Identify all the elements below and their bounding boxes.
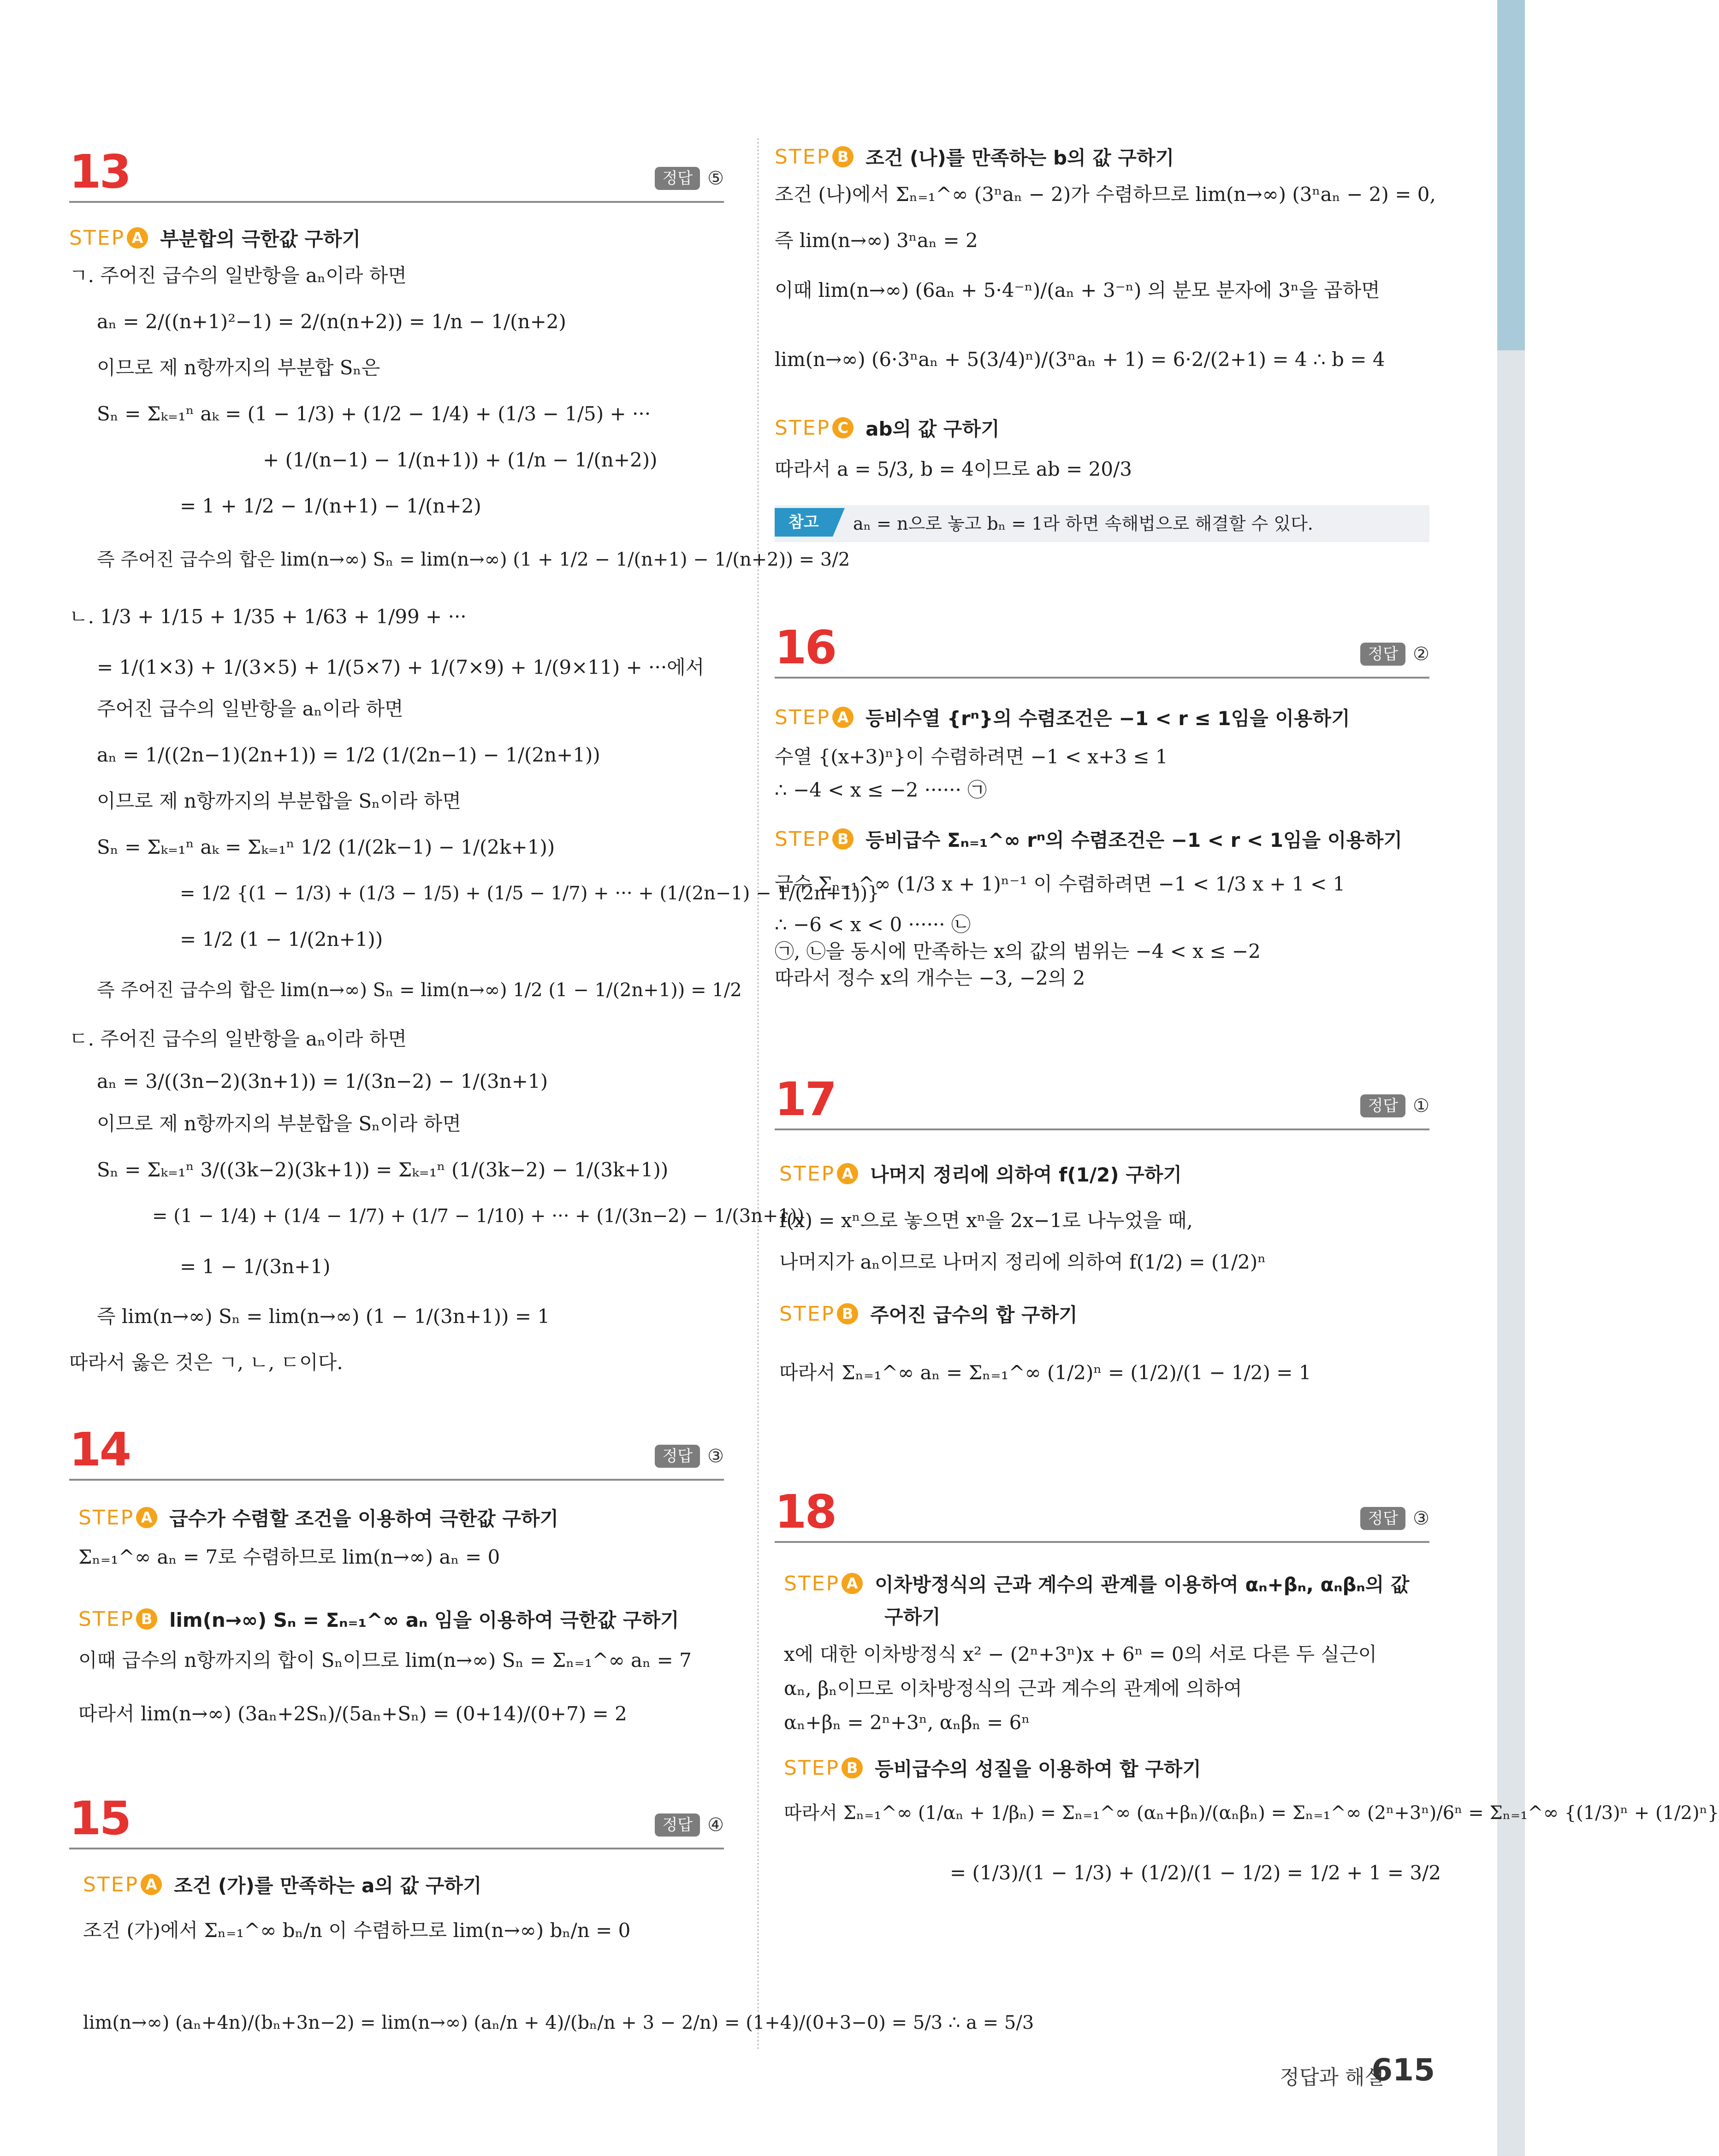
- step-title: 등비급수 Σₙ₌₁^∞ rⁿ의 수렴조건은 −1 < r < 1임을 이용하기: [865, 829, 1403, 851]
- step-letter: A: [832, 707, 854, 728]
- solution-line: = 1/(1×3) + 1/(3×5) + 1/(5×7) + 1/(7×9) + 1/(9×11) + ···에서: [97, 656, 705, 679]
- solution-line: 즉 lim(n→∞) Sₙ = lim(n→∞) (1 − 1/(3n+1)) = 1: [97, 1305, 550, 1328]
- solution-line: 즉 주어진 급수의 합은 lim(n→∞) Sₙ = lim(n→∞) (1 + 1/2 − 1/(n+1) − 1/(n+2)) = 3/2: [97, 549, 850, 570]
- step-label: STEP: [784, 1756, 840, 1780]
- column-divider: [757, 138, 759, 2051]
- solution-line: 급수 Σₙ₌₁^∞ (1/3 x + 1)ⁿ⁻¹ 이 수렴하려면 −1 < 1/3 x + 1 < 1: [775, 873, 1346, 895]
- solution-line: ㄱ. 주어진 급수의 일반항을 aₙ이라 하면: [69, 264, 407, 287]
- answer-box: [655, 1444, 724, 1469]
- solution-line: = 1/2 (1 − 1/(2n+1)): [180, 928, 383, 951]
- answer-box: [655, 166, 724, 191]
- solution-line: = 1 − 1/(3n+1): [180, 1255, 331, 1278]
- solution-line: αₙ, βₙ이므로 이차방정식의 근과 계수의 관계에 의하여: [784, 1677, 1242, 1700]
- step-a: [784, 1570, 1409, 1597]
- problem-number: 13: [69, 145, 130, 199]
- solution-line: 따라서 옳은 것은 ㄱ, ㄴ, ㄷ이다.: [69, 1351, 343, 1374]
- solution-line: lim(n→∞) (6·3ⁿaₙ + 5(3/4)ⁿ)/(3ⁿaₙ + 1) = 6·2/(2+1) = 4 ∴ b = 4: [775, 348, 1385, 371]
- solution-line: 따라서 Σₙ₌₁^∞ aₙ = Σₙ₌₁^∞ (1/2)ⁿ = (1/2)/(1 − 1/2) = 1: [779, 1361, 1311, 1384]
- solution-line: ㄷ. 주어진 급수의 일반항을 aₙ이라 하면: [69, 1028, 407, 1050]
- solution-line: 이므로 제 n항까지의 부분합을 Sₙ이라 하면: [97, 790, 461, 812]
- solution-line: 수열 {(x+3)ⁿ}이 수렴하려면 −1 < x+3 ≤ 1: [775, 745, 1168, 768]
- solution-line: + (1/(n−1) − 1/(n+1)) + (1/n − 1/(n+2)): [263, 449, 658, 471]
- page-number: 615: [1371, 2052, 1435, 2088]
- solution-line: 즉 lim(n→∞) 3ⁿaₙ = 2: [775, 229, 978, 252]
- step-b: [784, 1754, 1201, 1782]
- step-label: STEP: [78, 1506, 135, 1530]
- step-letter: B: [842, 1757, 863, 1778]
- solution-line: Σₙ₌₁^∞ aₙ = 7로 수렴하므로 lim(n→∞) aₙ = 0: [78, 1546, 500, 1568]
- problem-number: 15: [69, 1791, 130, 1845]
- problem-17: [775, 1074, 1429, 1429]
- problem-rule: [69, 201, 724, 203]
- solution-line: 따라서 a = 5/3, b = 4이므로 ab = 20/3: [775, 458, 1132, 480]
- step-title: lim(n→∞) Sₙ = Σₙ₌₁^∞ aₙ 임을 이용하여 극한값 구하기: [169, 1609, 679, 1631]
- problem-rule: [69, 1479, 724, 1481]
- solution-line: = 1/2 {(1 − 1/3) + (1/3 − 1/5) + (1/5 − 1/7) + ··· + (1/(2n−1) − 1/(2n+1))}: [180, 883, 879, 904]
- step-a: [69, 224, 361, 252]
- problem-16: [775, 622, 1429, 1019]
- step-a: [775, 703, 1350, 731]
- problem-number: 17: [775, 1072, 836, 1126]
- step-letter: B: [832, 828, 854, 850]
- step-title: 등비수열 {rⁿ}의 수렴조건은 −1 < r ≤ 1임을 이용하기: [865, 707, 1350, 730]
- solution-line: x에 대한 이차방정식 x² − (2ⁿ+3ⁿ)x + 6ⁿ = 0의 서로 다른 두 실근이: [784, 1643, 1377, 1666]
- problem-number: 14: [69, 1423, 130, 1477]
- solution-line: aₙ = 3/((3n−2)(3n+1)) = 1/(3n−2) − 1/(3n+1): [97, 1070, 548, 1093]
- solution-line: Sₙ = Σₖ₌₁ⁿ aₖ = Σₖ₌₁ⁿ 1/2 (1/(2k−1) − 1/(2k+1)): [97, 836, 555, 858]
- step-letter: A: [842, 1573, 863, 1594]
- solution-line: 나머지가 aₙ이므로 나머지 정리에 의하여 f(1/2) = (1/2)ⁿ: [779, 1251, 1266, 1273]
- problem-rule: [69, 1848, 724, 1849]
- answer-value: ①: [1413, 1095, 1429, 1116]
- solution-line: 이때 급수의 n항까지의 합이 Sₙ이므로 lim(n→∞) Sₙ = Σₙ₌₁^∞ aₙ = 7: [78, 1649, 692, 1672]
- step-b: [775, 825, 1402, 853]
- solution-line: f(x) = xⁿ으로 놓으면 xⁿ을 2x−1로 나누었을 때,: [779, 1209, 1193, 1232]
- problem-rule: [775, 1128, 1429, 1130]
- step-label: STEP: [775, 416, 831, 440]
- step-title: ab의 값 구하기: [865, 418, 1000, 440]
- solution-line: 이때 lim(n→∞) (6aₙ + 5·4⁻ⁿ)/(aₙ + 3⁻ⁿ) 의 분모 분자에 3ⁿ을 곱하면: [775, 279, 1380, 301]
- solution-line: = (1/3)/(1 − 1/3) + (1/2)/(1 − 1/2) = 1/2 + 1 = 3/2: [950, 1861, 1441, 1884]
- problem-15-continued: [775, 134, 1436, 549]
- answer-badge: 정답: [1360, 1094, 1405, 1117]
- answer-value: ④: [707, 1814, 724, 1836]
- problem-15: [69, 1791, 1034, 2061]
- step-a: [83, 1871, 481, 1898]
- answer-box: [1360, 1506, 1429, 1531]
- problem-rule: [775, 1541, 1429, 1543]
- solution-line: ㉠, ㉡을 동시에 만족하는 x의 값의 범위는 −4 < x ≤ −2: [775, 940, 1261, 963]
- answer-value: ③: [707, 1446, 724, 1467]
- step-b: [78, 1605, 679, 1633]
- solution-line: αₙ+βₙ = 2ⁿ+3ⁿ, αₙβₙ = 6ⁿ: [784, 1711, 1030, 1734]
- problem-number: 16: [775, 620, 836, 674]
- step-letter: A: [141, 1874, 162, 1895]
- solution-line: 따라서 정수 x의 개수는 −3, −2의 2: [775, 967, 1085, 989]
- answer-box: [655, 1813, 724, 1837]
- note-label: 참고: [775, 508, 833, 537]
- problem-14: [69, 1424, 724, 1738]
- solution-line: Sₙ = Σₖ₌₁ⁿ 3/((3k−2)(3k+1)) = Σₖ₌₁ⁿ (1/(3k−2) − 1/(3k+1)): [97, 1158, 669, 1181]
- answer-badge: 정답: [1360, 1507, 1405, 1530]
- answer-value: ③: [1413, 1508, 1429, 1529]
- solution-line: ∴ −4 < x ≤ −2 ······ ㉠: [775, 779, 987, 801]
- page-edge-strip: [1497, 0, 1525, 2156]
- solution-line: aₙ = 1/((2n−1)(2n+1)) = 1/2 (1/(2n−1) − 1/(2n+1)): [97, 744, 600, 766]
- solution-line: lim(n→∞) (aₙ+4n)/(bₙ+3n−2) = lim(n→∞) (aₙ/n + 4)/(bₙ/n + 3 − 2/n) = (1+4)/(0+3−0) = 5/3 ∴ a = 5/3: [83, 2012, 1034, 2033]
- step-label: STEP: [779, 1162, 836, 1186]
- answer-badge: 정답: [655, 1813, 700, 1837]
- answer-box: [1360, 642, 1429, 667]
- solution-line: 따라서 Σₙ₌₁^∞ (1/αₙ + 1/βₙ) = Σₙ₌₁^∞ (αₙ+βₙ)/(αₙβₙ) = Σₙ₌₁^∞ (2ⁿ+3ⁿ)/6ⁿ = Σₙ₌₁^∞ {(1/3)ⁿ + (1/2)ⁿ}: [784, 1802, 1719, 1824]
- step-label: STEP: [775, 705, 831, 729]
- note-text: aₙ = n으로 놓고 bₙ = 1라 하면 속해법으로 해결할 수 있다.: [853, 514, 1313, 534]
- problem-number: 18: [775, 1485, 836, 1539]
- solution-line: 이므로 제 n항까지의 부분합을 Sₙ이라 하면: [97, 1112, 461, 1135]
- step-label: STEP: [78, 1607, 135, 1631]
- step-label: STEP: [775, 827, 831, 851]
- answer-box: [1360, 1093, 1429, 1118]
- step-label: STEP: [784, 1571, 840, 1595]
- step-letter: A: [837, 1163, 858, 1184]
- solution-line: 조건 (가)에서 Σₙ₌₁^∞ bₙ/n 이 수렴하므로 lim(n→∞) bₙ/n = 0: [83, 1919, 631, 1942]
- step-label: STEP: [775, 145, 831, 169]
- page-edge-tab: [1497, 0, 1525, 350]
- solution-line: ㄴ. 1/3 + 1/15 + 1/35 + 1/63 + 1/99 + ···: [69, 605, 467, 628]
- answer-badge: 정답: [655, 1445, 700, 1468]
- step-label: STEP: [83, 1872, 139, 1896]
- answer-badge: 정답: [655, 167, 700, 190]
- solution-line: 조건 (나)에서 Σₙ₌₁^∞ (3ⁿaₙ − 2)가 수렴하므로 lim(n→∞) (3ⁿaₙ − 2) = 0,: [775, 183, 1436, 206]
- step-b: [775, 143, 1174, 171]
- step-b: [779, 1300, 1078, 1328]
- solution-line: 이므로 제 n항까지의 부분합 Sₙ은: [97, 356, 380, 379]
- step-label: STEP: [779, 1302, 836, 1326]
- step-title: 등비급수의 성질을 이용하여 합 구하기: [875, 1758, 1201, 1780]
- solution-line: = (1 − 1/4) + (1/4 − 1/7) + (1/7 − 1/10) + ··· + (1/(3n−2) − 1/(3n+1)): [152, 1205, 805, 1227]
- answer-value: ⑤: [707, 168, 724, 189]
- step-label: STEP: [69, 226, 125, 250]
- solution-line: Sₙ = Σₖ₌₁ⁿ aₖ = (1 − 1/3) + (1/2 − 1/4) + (1/3 − 1/5) + ···: [97, 402, 651, 425]
- problem-rule: [775, 677, 1429, 679]
- answer-value: ②: [1413, 644, 1429, 665]
- solution-line: 주어진 급수의 일반항을 aₙ이라 하면: [97, 697, 403, 720]
- step-letter: A: [127, 227, 148, 248]
- step-title: 조건 (가)를 만족하는 a의 값 구하기: [174, 1874, 482, 1897]
- step-letter: B: [136, 1608, 157, 1630]
- answer-badge: 정답: [1360, 643, 1405, 666]
- step-c: [775, 414, 1000, 442]
- step-letter: C: [832, 417, 854, 438]
- step-title-continued: 구하기: [884, 1606, 941, 1628]
- step-a: [78, 1504, 558, 1531]
- solution-line: 즉 주어진 급수의 합은 lim(n→∞) Sₙ = lim(n→∞) 1/2 (1 − 1/(2n+1)) = 1/2: [97, 980, 742, 1001]
- footer-label: 정답과 해설: [1280, 2066, 1384, 2089]
- solution-line: 따라서 lim(n→∞) (3aₙ+2Sₙ)/(5aₙ+Sₙ) = (0+14)/(0+7) = 2: [78, 1702, 627, 1725]
- problem-18: [775, 1485, 1719, 1948]
- solution-line: aₙ = 2/((n+1)²−1) = 2/(n(n+2)) = 1/n − 1/(n+2): [97, 310, 566, 333]
- step-title: 나머지 정리에 의하여 f(1/2) 구하기: [870, 1164, 1182, 1186]
- step-title: 이차방정식의 근과 계수의 관계를 이용하여 αₙ+βₙ, αₙβₙ의 값: [875, 1573, 1410, 1596]
- solution-line: = 1 + 1/2 − 1/(n+1) − 1/(n+2): [180, 495, 481, 517]
- solution-line: ∴ −6 < x < 0 ······ ㉡: [775, 913, 971, 936]
- step-title: 부분합의 극한값 구하기: [160, 228, 361, 250]
- step-letter: B: [837, 1303, 858, 1324]
- step-title: 주어진 급수의 합 구하기: [870, 1304, 1078, 1326]
- step-a: [779, 1160, 1182, 1187]
- note-box: [775, 505, 1429, 542]
- step-title: 급수가 수렴할 조건을 이용하여 극한값 구하기: [169, 1507, 559, 1530]
- step-letter: A: [136, 1507, 157, 1528]
- step-title: 조건 (나)를 만족하는 b의 값 구하기: [865, 147, 1174, 169]
- step-letter: B: [832, 146, 854, 167]
